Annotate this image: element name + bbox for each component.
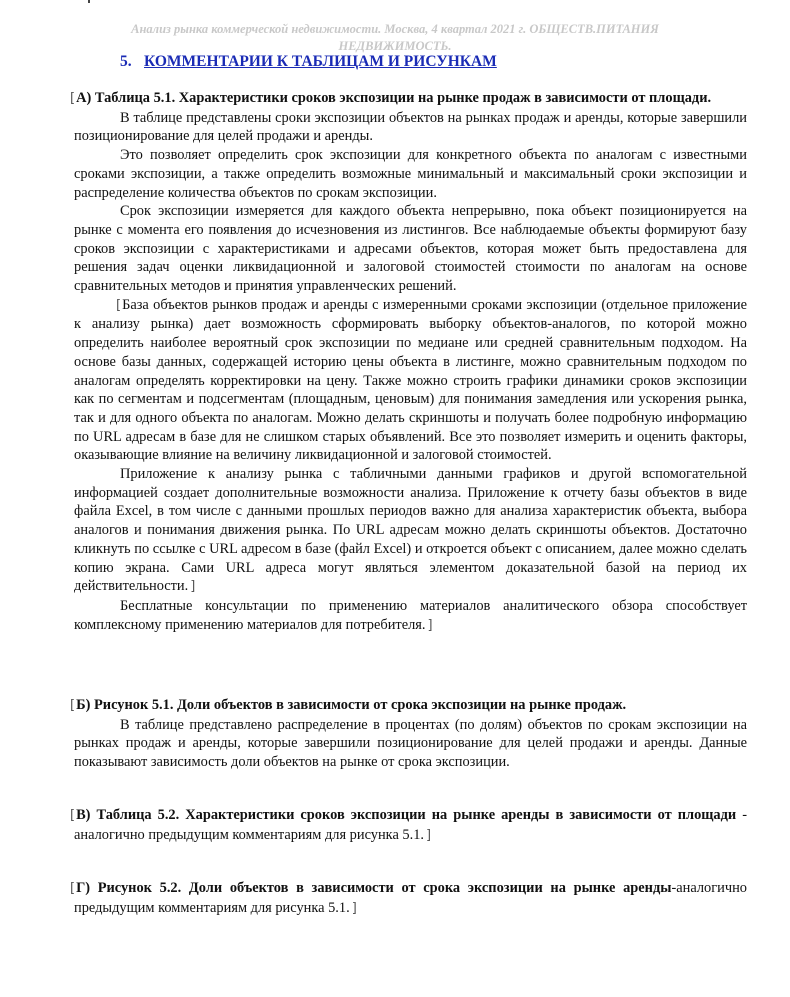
section-title xyxy=(120,53,497,71)
block-b xyxy=(70,696,747,772)
block-v-heading-bold: В) Таблица 5.2. Характеристики сроков экспозиции на рынке аренды в зависимости от площади xyxy=(76,807,737,823)
block-a-paragraph-6 xyxy=(74,597,747,635)
bookmark-open-mark: [ xyxy=(70,698,76,713)
page-edge-mark xyxy=(88,0,90,3)
block-v xyxy=(70,806,748,845)
block-a-heading xyxy=(70,89,747,109)
bookmark-close-mark: ] xyxy=(351,900,357,916)
block-a-paragraph-5 xyxy=(74,465,747,597)
block-v-heading xyxy=(70,806,748,845)
block-b-heading xyxy=(70,696,747,716)
bookmark-open-mark: [ xyxy=(70,881,76,896)
block-v-heading-rest: - аналогично предыдущим комментариям для рисунка 5.1. xyxy=(74,807,748,843)
bookmark-open-mark: [ xyxy=(70,91,76,106)
block-b-heading-text: Б) Рисунок 5.1. Доли объектов в зависимости от срока экспозиции на рынке продаж. xyxy=(76,697,627,713)
block-a-paragraph-3: Срок экспозиции измеряется для каждого объекта непрерывно, пока объект позиционируется на рынке с момента его появления до исчезновения из листингов. Все наблюдаемые объекты формируют базу сроков экспозиции с характеристиками и адресами объектов, которая может быть предоставлена для решения задач оценки ликвидационной и залоговой стоимостей стоимости по аналогам на основе сравнительных методов и принятия управленческих решений. xyxy=(74,203,747,295)
running-header-line2: НЕДВИЖИМОСТЬ. xyxy=(338,39,452,53)
block-g xyxy=(70,879,747,918)
bookmark-open-mark: [ xyxy=(70,808,76,823)
bookmark-close-mark: ] xyxy=(426,827,432,843)
section-title-text: КОММЕНТАРИИ К ТАБЛИЦАМ И РИСУНКАМ xyxy=(144,53,497,70)
block-g-heading xyxy=(70,879,747,918)
running-header xyxy=(40,21,750,55)
bookmark-open-mark: [ xyxy=(116,297,122,313)
block-a-paragraph-6-text: Бесплатные консультации по применению материалов аналитического обзора способствует комплексному применению материалов для потребителя. xyxy=(74,597,747,633)
block-a-paragraph-5-text: Приложение к анализу рынка с табличными данными графиков и другой вспомогательной информацией создает дополнительные возможности анализа. Приложение к отчету базы объектов в виде файла Excel, в том числе с данными прошлых периодов важно для анализа характеристик объекта, выбора аналогов и понимания движения рынка. По URL адресам можно делать скриншоты объектов. Достаточно кликнуть по ссылке с URL адресом в базе (файл Excel) и откроется объект с описанием, далее можно сделать копию экрана. Сами URL адреса могут являться элементом доказательной базой на период их действительности. xyxy=(74,466,747,595)
bookmark-close-mark: ] xyxy=(427,617,433,633)
block-g-heading-rest: -аналогично предыдущим комментариям для рисунка 5.1. xyxy=(74,880,747,916)
block-a-heading-text: А) Таблица 5.1. Характеристики сроков экспозиции на рынке продаж в зависимости от площади. xyxy=(76,90,712,106)
block-b-paragraph-1: В таблице представлено распределение в процентах (по долям) объектов по срокам экспозиции на рынках продаж и аренды, которые завершили позиционирование для целей продажи и аренды. Данные показывают зависимость доли объектов на рынке от срока экспозиции. xyxy=(74,716,747,771)
block-a-paragraph-1: В таблице представлены сроки экспозиции объектов на рынках продаж и аренды, которые завершили позиционирование для целей продажи и аренды. xyxy=(74,109,747,145)
running-header-line1: Анализ рынка коммерческой недвижимости. Москва, 4 квартал 2021 г. ОБЩЕСТВ.ПИТАНИЯ xyxy=(131,22,659,36)
block-g-heading-bold: Г) Рисунок 5.2. Доли объектов в зависимости от срока экспозиции на рынке аренды xyxy=(76,880,672,896)
bookmark-close-mark: ] xyxy=(190,579,196,595)
section-number: 5. xyxy=(120,53,132,70)
block-a-paragraph-4-text: База объектов рынков продаж и аренды с измеренными сроками экспозиции (отдельное приложение к анализу рынка) дает возможность сформировать выборку объектов-аналогов, по которой можно определить наиболее вероятный срок экспозиции по медиане или средней сравнительным подходом. На основе базы данных, содержащей историю цены объекта в листинге, можно сравнительным подходом по аналогам определять корректировки на цену. Также можно строить графики динамики сроков экспозиции как по сегментам и подсегментам (площадным, ценовым) для понимания замедления или ускорения рынка, так и для одного объекта по аналогам. Можно делать скриншоты и получать более подробную информацию по URL адресам в базе для не слишком старых объявлений. Все это позволяет измерить и оценить факторы, оказывающие влияние на величину ликвидационной и залоговой стоимостей. xyxy=(74,296,747,464)
block-a-paragraph-4 xyxy=(74,296,747,465)
block-a xyxy=(70,89,747,635)
block-a-paragraph-2: Это позволяет определить срок экспозиции для конкретного объекта по аналогам с известными сроками экспозиции, а также определить возможные минимальный и максимальный сроки экспозиции и распределение количества объектов по срокам экспозиции. xyxy=(74,147,747,201)
